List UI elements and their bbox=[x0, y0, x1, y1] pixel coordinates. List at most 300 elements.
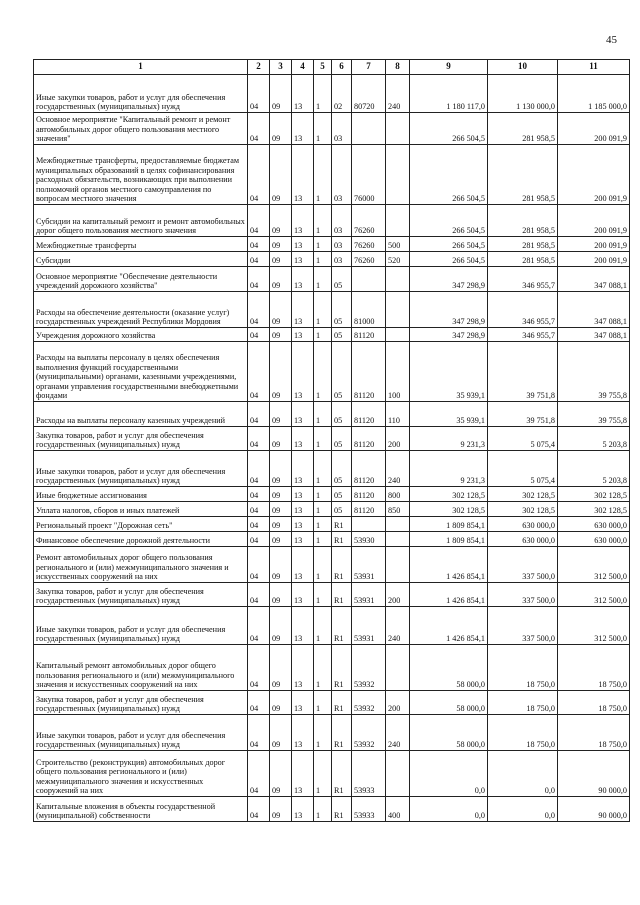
table-row bbox=[34, 751, 630, 797]
amount-cell: 347 298,9 bbox=[410, 267, 488, 292]
amount-cell: 1 426 854,1 bbox=[410, 547, 488, 583]
code-cell: 04 bbox=[248, 607, 270, 645]
amount-cell: 200 091,9 bbox=[558, 237, 630, 252]
code-cell: 04 bbox=[248, 267, 270, 292]
table-row bbox=[34, 547, 630, 583]
table-row bbox=[34, 342, 630, 402]
budget-table bbox=[33, 59, 630, 822]
column-header: 3 bbox=[270, 60, 292, 75]
code-cell: R1 bbox=[332, 583, 352, 607]
amount-cell: 347 298,9 bbox=[410, 328, 488, 342]
code-cell: 09 bbox=[270, 328, 292, 342]
code-cell: 09 bbox=[270, 427, 292, 451]
code-cell: 03 bbox=[332, 205, 352, 237]
row-name-cell: Уплата налогов, сборов и иных платежей bbox=[34, 502, 248, 517]
code-cell: R1 bbox=[332, 607, 352, 645]
amount-cell: 35 939,1 bbox=[410, 402, 488, 427]
row-name-cell: Капитальные вложения в объекты государственной (муниципальной) собственности bbox=[34, 797, 248, 822]
code-cell bbox=[386, 532, 410, 547]
code-cell: 1 bbox=[314, 797, 332, 822]
code-cell bbox=[386, 517, 410, 532]
amount-cell: 1 809 854,1 bbox=[410, 517, 488, 532]
code-cell: 04 bbox=[248, 328, 270, 342]
amount-cell: 266 504,5 bbox=[410, 252, 488, 267]
amount-cell: 1 180 117,0 bbox=[410, 75, 488, 113]
amount-cell: 302 128,5 bbox=[410, 487, 488, 502]
amount-cell: 200 091,9 bbox=[558, 205, 630, 237]
code-cell: R1 bbox=[332, 691, 352, 715]
code-cell: 13 bbox=[292, 691, 314, 715]
amount-cell: 266 504,5 bbox=[410, 237, 488, 252]
table-row bbox=[34, 267, 630, 292]
code-cell: 09 bbox=[270, 583, 292, 607]
code-cell: 04 bbox=[248, 402, 270, 427]
code-cell: 240 bbox=[386, 451, 410, 487]
amount-cell: 302 128,5 bbox=[558, 487, 630, 502]
code-cell: 13 bbox=[292, 547, 314, 583]
code-cell: 81120 bbox=[352, 402, 386, 427]
row-name-cell: Основное мероприятие "Капитальный ремонт и ремонт автомобильных дорог общего пользования местного значения" bbox=[34, 113, 248, 145]
code-cell: 09 bbox=[270, 607, 292, 645]
code-cell: 81120 bbox=[352, 342, 386, 402]
code-cell: 53933 bbox=[352, 797, 386, 822]
row-name-cell: Субсидии bbox=[34, 252, 248, 267]
table-row bbox=[34, 645, 630, 691]
table-body bbox=[34, 75, 630, 822]
code-cell: 13 bbox=[292, 237, 314, 252]
amount-cell: 9 231,3 bbox=[410, 427, 488, 451]
code-cell bbox=[386, 751, 410, 797]
code-cell: 13 bbox=[292, 451, 314, 487]
row-name-cell: Основное мероприятие "Обеспечение деятельности учреждений дорожного хозяйства" bbox=[34, 267, 248, 292]
code-cell: 53932 bbox=[352, 645, 386, 691]
amount-cell: 200 091,9 bbox=[558, 145, 630, 205]
code-cell: 200 bbox=[386, 691, 410, 715]
code-cell: 09 bbox=[270, 451, 292, 487]
code-cell: 04 bbox=[248, 427, 270, 451]
code-cell: 13 bbox=[292, 145, 314, 205]
code-cell: 09 bbox=[270, 252, 292, 267]
code-cell bbox=[386, 292, 410, 328]
code-cell: 04 bbox=[248, 502, 270, 517]
code-cell bbox=[352, 517, 386, 532]
code-cell: 04 bbox=[248, 691, 270, 715]
code-cell: R1 bbox=[332, 532, 352, 547]
code-cell bbox=[386, 547, 410, 583]
table-row bbox=[34, 502, 630, 517]
amount-cell: 18 750,0 bbox=[488, 715, 558, 751]
code-cell: 04 bbox=[248, 113, 270, 145]
amount-cell: 337 500,0 bbox=[488, 583, 558, 607]
amount-cell: 347 088,1 bbox=[558, 267, 630, 292]
code-cell: 53933 bbox=[352, 751, 386, 797]
table-row bbox=[34, 402, 630, 427]
amount-cell: 266 504,5 bbox=[410, 145, 488, 205]
code-cell: 1 bbox=[314, 75, 332, 113]
code-cell bbox=[352, 113, 386, 145]
row-name-cell: Субсидии на капитальный ремонт и ремонт автомобильных дорог общего пользования местного значения bbox=[34, 205, 248, 237]
row-name-cell: Региональный проект "Дорожная сеть" bbox=[34, 517, 248, 532]
row-name-cell: Финансовое обеспечение дорожной деятельности bbox=[34, 532, 248, 547]
row-name-cell: Иные закупки товаров, работ и услуг для обеспечения государственных (муниципальных) нужд bbox=[34, 75, 248, 113]
code-cell: 1 bbox=[314, 342, 332, 402]
table-row bbox=[34, 451, 630, 487]
code-cell: 13 bbox=[292, 113, 314, 145]
code-cell: 76260 bbox=[352, 237, 386, 252]
code-cell: 04 bbox=[248, 715, 270, 751]
table-row bbox=[34, 715, 630, 751]
code-cell: 520 bbox=[386, 252, 410, 267]
code-cell: 04 bbox=[248, 547, 270, 583]
code-cell: 09 bbox=[270, 205, 292, 237]
table-row bbox=[34, 205, 630, 237]
amount-cell: 5 203,8 bbox=[558, 451, 630, 487]
amount-cell: 0,0 bbox=[488, 797, 558, 822]
code-cell: 1 bbox=[314, 267, 332, 292]
table-row bbox=[34, 145, 630, 205]
code-cell: R1 bbox=[332, 751, 352, 797]
code-cell: 81120 bbox=[352, 502, 386, 517]
code-cell: 850 bbox=[386, 502, 410, 517]
amount-cell: 18 750,0 bbox=[558, 715, 630, 751]
row-name-cell: Межбюджетные трансферты bbox=[34, 237, 248, 252]
code-cell: 1 bbox=[314, 252, 332, 267]
code-cell bbox=[386, 205, 410, 237]
code-cell: 1 bbox=[314, 145, 332, 205]
code-cell: 13 bbox=[292, 715, 314, 751]
code-cell: 09 bbox=[270, 502, 292, 517]
code-cell: 13 bbox=[292, 532, 314, 547]
code-cell: 1 bbox=[314, 751, 332, 797]
amount-cell: 281 958,5 bbox=[488, 252, 558, 267]
column-header: 8 bbox=[386, 60, 410, 75]
code-cell: 53932 bbox=[352, 715, 386, 751]
code-cell: 04 bbox=[248, 583, 270, 607]
code-cell: 13 bbox=[292, 328, 314, 342]
amount-cell: 58 000,0 bbox=[410, 645, 488, 691]
code-cell: 1 bbox=[314, 502, 332, 517]
row-name-cell: Расходы на выплаты персоналу казенных учреждений bbox=[34, 402, 248, 427]
table-row bbox=[34, 427, 630, 451]
code-cell: 09 bbox=[270, 113, 292, 145]
code-cell: 04 bbox=[248, 517, 270, 532]
column-header: 11 bbox=[558, 60, 630, 75]
amount-cell: 302 128,5 bbox=[410, 502, 488, 517]
code-cell: 1 bbox=[314, 583, 332, 607]
code-cell: 76260 bbox=[352, 205, 386, 237]
amount-cell: 302 128,5 bbox=[488, 502, 558, 517]
table-row bbox=[34, 75, 630, 113]
code-cell: 13 bbox=[292, 645, 314, 691]
code-cell: 13 bbox=[292, 427, 314, 451]
column-header: 6 bbox=[332, 60, 352, 75]
table-row bbox=[34, 252, 630, 267]
code-cell: 13 bbox=[292, 517, 314, 532]
amount-cell: 0,0 bbox=[410, 751, 488, 797]
table-row bbox=[34, 583, 630, 607]
code-cell: 04 bbox=[248, 292, 270, 328]
amount-cell: 347 298,9 bbox=[410, 292, 488, 328]
code-cell: 800 bbox=[386, 487, 410, 502]
column-header: 4 bbox=[292, 60, 314, 75]
row-name-cell: Иные бюджетные ассигнования bbox=[34, 487, 248, 502]
code-cell: 09 bbox=[270, 532, 292, 547]
table-row bbox=[34, 607, 630, 645]
amount-cell: 39 755,8 bbox=[558, 342, 630, 402]
code-cell: 05 bbox=[332, 427, 352, 451]
amount-cell: 18 750,0 bbox=[558, 691, 630, 715]
amount-cell: 347 088,1 bbox=[558, 292, 630, 328]
row-name-cell: Капитальный ремонт автомобильных дорог общего пользования регионального и (или) межмуниципального значения и искусственных сооружений на них bbox=[34, 645, 248, 691]
amount-cell: 1 426 854,1 bbox=[410, 583, 488, 607]
code-cell: 09 bbox=[270, 691, 292, 715]
code-cell: 53931 bbox=[352, 547, 386, 583]
code-cell: 03 bbox=[332, 252, 352, 267]
code-cell: 1 bbox=[314, 517, 332, 532]
table-row bbox=[34, 328, 630, 342]
table-row bbox=[34, 237, 630, 252]
amount-cell: 346 955,7 bbox=[488, 267, 558, 292]
code-cell: 1 bbox=[314, 205, 332, 237]
code-cell: 200 bbox=[386, 583, 410, 607]
code-cell: 13 bbox=[292, 797, 314, 822]
table-row bbox=[34, 517, 630, 532]
code-cell: 13 bbox=[292, 607, 314, 645]
code-cell: 240 bbox=[386, 75, 410, 113]
amount-cell: 90 000,0 bbox=[558, 751, 630, 797]
code-cell: 1 bbox=[314, 487, 332, 502]
code-cell: 1 bbox=[314, 607, 332, 645]
code-cell: 05 bbox=[332, 502, 352, 517]
code-cell: 04 bbox=[248, 645, 270, 691]
code-cell: 13 bbox=[292, 267, 314, 292]
code-cell: 1 bbox=[314, 547, 332, 583]
column-header: 9 bbox=[410, 60, 488, 75]
code-cell bbox=[386, 113, 410, 145]
amount-cell: 281 958,5 bbox=[488, 205, 558, 237]
code-cell: 05 bbox=[332, 451, 352, 487]
code-cell: 04 bbox=[248, 487, 270, 502]
code-cell: 03 bbox=[332, 237, 352, 252]
amount-cell: 5 203,8 bbox=[558, 427, 630, 451]
code-cell: 09 bbox=[270, 292, 292, 328]
code-cell: 81000 bbox=[352, 292, 386, 328]
code-cell: 13 bbox=[292, 502, 314, 517]
code-cell: 200 bbox=[386, 427, 410, 451]
code-cell bbox=[386, 267, 410, 292]
code-cell: 04 bbox=[248, 252, 270, 267]
amount-cell: 9 231,3 bbox=[410, 451, 488, 487]
code-cell: 13 bbox=[292, 487, 314, 502]
code-cell: 13 bbox=[292, 292, 314, 328]
code-cell: 09 bbox=[270, 342, 292, 402]
code-cell: 09 bbox=[270, 751, 292, 797]
amount-cell: 302 128,5 bbox=[488, 487, 558, 502]
code-cell: 1 bbox=[314, 532, 332, 547]
code-cell: 100 bbox=[386, 342, 410, 402]
table-row bbox=[34, 113, 630, 145]
code-cell: 1 bbox=[314, 292, 332, 328]
amount-cell: 58 000,0 bbox=[410, 715, 488, 751]
amount-cell: 39 751,8 bbox=[488, 402, 558, 427]
amount-cell: 266 504,5 bbox=[410, 205, 488, 237]
code-cell: 13 bbox=[292, 342, 314, 402]
code-cell: 53931 bbox=[352, 583, 386, 607]
code-cell: 09 bbox=[270, 645, 292, 691]
code-cell: 04 bbox=[248, 797, 270, 822]
amount-cell: 337 500,0 bbox=[488, 607, 558, 645]
code-cell: 05 bbox=[332, 487, 352, 502]
code-cell: 05 bbox=[332, 292, 352, 328]
amount-cell: 346 955,7 bbox=[488, 328, 558, 342]
code-cell: 1 bbox=[314, 402, 332, 427]
code-cell: 110 bbox=[386, 402, 410, 427]
amount-cell: 630 000,0 bbox=[488, 532, 558, 547]
page-number: 45 bbox=[606, 34, 617, 46]
code-cell: 04 bbox=[248, 145, 270, 205]
code-cell: 1 bbox=[314, 113, 332, 145]
code-cell: 81120 bbox=[352, 487, 386, 502]
code-cell: 1 bbox=[314, 328, 332, 342]
code-cell: 76260 bbox=[352, 252, 386, 267]
code-cell: 02 bbox=[332, 75, 352, 113]
amount-cell: 1 185 000,0 bbox=[558, 75, 630, 113]
column-header: 7 bbox=[352, 60, 386, 75]
column-header: 1 bbox=[34, 60, 248, 75]
amount-cell: 5 075,4 bbox=[488, 427, 558, 451]
table-row bbox=[34, 797, 630, 822]
table-row bbox=[34, 532, 630, 547]
code-cell: 1 bbox=[314, 451, 332, 487]
code-cell: 81120 bbox=[352, 328, 386, 342]
amount-cell: 1 426 854,1 bbox=[410, 607, 488, 645]
code-cell: 240 bbox=[386, 607, 410, 645]
code-cell: 09 bbox=[270, 487, 292, 502]
row-name-cell: Иные закупки товаров, работ и услуг для обеспечения государственных (муниципальных) нужд bbox=[34, 715, 248, 751]
code-cell: 400 bbox=[386, 797, 410, 822]
amount-cell: 35 939,1 bbox=[410, 342, 488, 402]
code-cell: 04 bbox=[248, 451, 270, 487]
code-cell: 13 bbox=[292, 402, 314, 427]
amount-cell: 1 809 854,1 bbox=[410, 532, 488, 547]
code-cell: 09 bbox=[270, 715, 292, 751]
amount-cell: 18 750,0 bbox=[488, 645, 558, 691]
amount-cell: 39 751,8 bbox=[488, 342, 558, 402]
amount-cell: 0,0 bbox=[488, 751, 558, 797]
code-cell: 09 bbox=[270, 267, 292, 292]
code-cell: 05 bbox=[332, 342, 352, 402]
table-row bbox=[34, 691, 630, 715]
amount-cell: 281 958,5 bbox=[488, 113, 558, 145]
code-cell: 1 bbox=[314, 427, 332, 451]
amount-cell: 312 500,0 bbox=[558, 583, 630, 607]
code-cell: 13 bbox=[292, 75, 314, 113]
code-cell: 240 bbox=[386, 715, 410, 751]
row-name-cell: Закупка товаров, работ и услуг для обеспечения государственных (муниципальных) нужд bbox=[34, 583, 248, 607]
code-cell bbox=[386, 328, 410, 342]
code-cell: 04 bbox=[248, 751, 270, 797]
code-cell: R1 bbox=[332, 517, 352, 532]
amount-cell: 0,0 bbox=[410, 797, 488, 822]
amount-cell: 281 958,5 bbox=[488, 145, 558, 205]
code-cell: 05 bbox=[332, 402, 352, 427]
code-cell: 05 bbox=[332, 267, 352, 292]
row-name-cell: Межбюджетные трансферты, предоставляемые бюджетам муниципальных образований в целях софинансирования расходных обязательств, возникающих при выполнении полномочий органов местного самоуправления по вопросам местного значения bbox=[34, 145, 248, 205]
code-cell: 13 bbox=[292, 583, 314, 607]
code-cell: 53930 bbox=[352, 532, 386, 547]
code-cell: R1 bbox=[332, 547, 352, 583]
amount-cell: 18 750,0 bbox=[558, 645, 630, 691]
amount-cell: 281 958,5 bbox=[488, 237, 558, 252]
row-name-cell: Учреждения дорожного хозяйства bbox=[34, 328, 248, 342]
code-cell: 04 bbox=[248, 237, 270, 252]
amount-cell: 312 500,0 bbox=[558, 547, 630, 583]
amount-cell: 312 500,0 bbox=[558, 607, 630, 645]
code-cell: 13 bbox=[292, 751, 314, 797]
column-header: 10 bbox=[488, 60, 558, 75]
row-name-cell: Ремонт автомобильных дорог общего пользования регионального и (или) межмуниципального значения и искусственных сооружений на них bbox=[34, 547, 248, 583]
table-row bbox=[34, 292, 630, 328]
row-name-cell: Расходы на выплаты персоналу в целях обеспечения выполнения функций государственными (муниципальными) органами, казенными учреждениями, органами управления государственными внебюджетными фондами bbox=[34, 342, 248, 402]
row-name-cell: Расходы на обеспечение деятельности (оказание услуг) государственных учреждений Республики Мордовия bbox=[34, 292, 248, 328]
code-cell: 81120 bbox=[352, 451, 386, 487]
amount-cell: 90 000,0 bbox=[558, 797, 630, 822]
amount-cell: 346 955,7 bbox=[488, 292, 558, 328]
amount-cell: 347 088,1 bbox=[558, 328, 630, 342]
column-header: 2 bbox=[248, 60, 270, 75]
code-cell: 500 bbox=[386, 237, 410, 252]
row-name-cell: Закупка товаров, работ и услуг для обеспечения государственных (муниципальных) нужд bbox=[34, 691, 248, 715]
amount-cell: 39 755,8 bbox=[558, 402, 630, 427]
amount-cell: 630 000,0 bbox=[558, 532, 630, 547]
code-cell: 53931 bbox=[352, 607, 386, 645]
code-cell: R1 bbox=[332, 645, 352, 691]
code-cell bbox=[352, 267, 386, 292]
amount-cell: 630 000,0 bbox=[488, 517, 558, 532]
code-cell: 80720 bbox=[352, 75, 386, 113]
row-name-cell: Строительство (реконструкция) автомобильных дорог общего пользования регионального и (или) межмуниципального значения и искусственных сооружений на них bbox=[34, 751, 248, 797]
code-cell bbox=[386, 145, 410, 205]
code-cell: 09 bbox=[270, 517, 292, 532]
amount-cell: 58 000,0 bbox=[410, 691, 488, 715]
amount-cell: 266 504,5 bbox=[410, 113, 488, 145]
code-cell: 1 bbox=[314, 691, 332, 715]
code-cell: 1 bbox=[314, 645, 332, 691]
code-cell: 13 bbox=[292, 252, 314, 267]
code-cell: 09 bbox=[270, 402, 292, 427]
code-cell: 53932 bbox=[352, 691, 386, 715]
code-cell: 05 bbox=[332, 328, 352, 342]
amount-cell: 200 091,9 bbox=[558, 252, 630, 267]
code-cell bbox=[386, 645, 410, 691]
code-cell: 04 bbox=[248, 205, 270, 237]
code-cell: 03 bbox=[332, 145, 352, 205]
code-cell: 09 bbox=[270, 797, 292, 822]
code-cell: 76000 bbox=[352, 145, 386, 205]
amount-cell: 302 128,5 bbox=[558, 502, 630, 517]
code-cell: 09 bbox=[270, 237, 292, 252]
table-row bbox=[34, 487, 630, 502]
code-cell: 04 bbox=[248, 342, 270, 402]
code-cell: 09 bbox=[270, 145, 292, 205]
code-cell: 81120 bbox=[352, 427, 386, 451]
amount-cell: 18 750,0 bbox=[488, 691, 558, 715]
code-cell: 09 bbox=[270, 75, 292, 113]
amount-cell: 200 091,9 bbox=[558, 113, 630, 145]
code-cell: R1 bbox=[332, 715, 352, 751]
amount-cell: 337 500,0 bbox=[488, 547, 558, 583]
table-header-row bbox=[34, 60, 630, 75]
